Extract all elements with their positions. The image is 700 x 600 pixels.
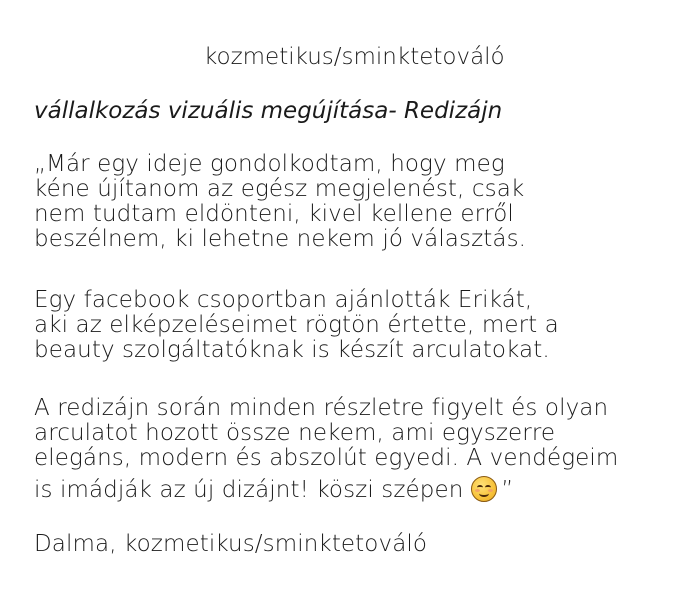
text-line: kéne újítanom az egész megjelenést, csak — [34, 176, 525, 202]
subtitle: vállalkozás vizuális megújítása- Redizájn — [34, 98, 503, 124]
smiling-face-icon — [471, 476, 497, 502]
text-line: A redizájn során minden részletre figyelt és olyan — [34, 395, 609, 421]
text-line: „Már egy ideje gondolkodtam, hogy meg — [34, 151, 505, 177]
signature: Dalma, kozmetikus/sminktetováló — [34, 531, 428, 557]
closing-quote: ” — [501, 477, 514, 503]
text-line-last — [34, 476, 513, 503]
header-title: kozmetikus/sminktetováló — [204, 44, 505, 70]
text-line: nem tudtam eldönteni, kivel kellene erről — [34, 201, 514, 227]
text-line: aki az elképzeléseimet rögtön értette, mert a — [34, 312, 559, 338]
text-line: arculatot hozott össze nekem, ami egyszerre — [34, 420, 556, 446]
text-line: beszélnem, ki lehetne nekem jó választás. — [34, 226, 527, 252]
last-line-text: is imádják az új dizájnt! köszi szépen — [34, 477, 464, 503]
text-line: Egy facebook csoportban ajánlották Erikát, — [34, 287, 533, 313]
text-line: beauty szolgáltatóknak is készít arculatokat. — [34, 337, 550, 363]
text-line: elegáns, modern és abszolút egyedi. A vendégeim — [34, 445, 619, 471]
